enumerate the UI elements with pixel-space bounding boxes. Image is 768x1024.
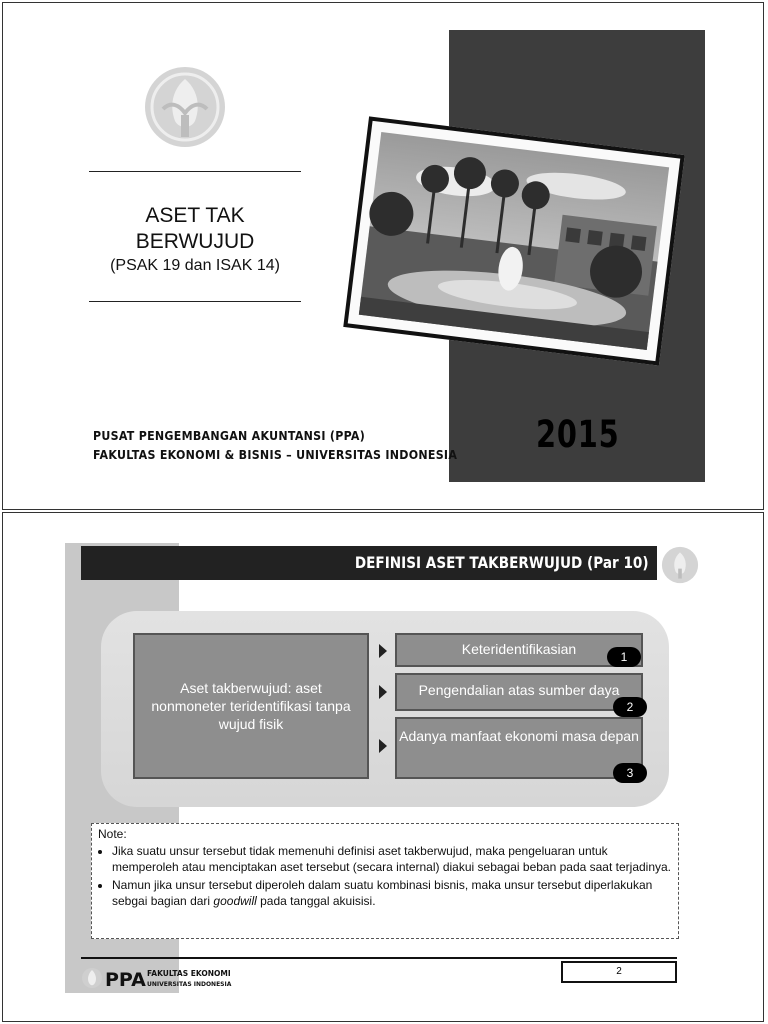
year-label: 2015 — [536, 413, 620, 456]
org-line-1: PUSAT PENGEMBANGAN AKUNTANSI (PPA) — [93, 429, 366, 443]
ppa-logo-image — [81, 965, 232, 991]
org-line-2: FAKULTAS EKONOMI & BISNIS – UNIVERSITAS INDONESIA — [93, 448, 458, 462]
note-item-2-tail: pada tanggal akuisisi. — [256, 894, 376, 908]
criterion-3-label: Adanya manfaat ekonomi masa depan — [399, 728, 639, 744]
ppa-logo-mark: PPA — [105, 969, 146, 991]
criterion-1-number: 1 — [607, 647, 641, 667]
criterion-1-label: Keteridentifikasian — [461, 641, 577, 657]
note-box — [91, 823, 679, 939]
criterion-2-number: 2 — [613, 697, 647, 717]
title-rule-top — [89, 171, 301, 172]
criterion-3-number: 3 — [613, 763, 647, 783]
arrow-1-icon — [379, 644, 387, 658]
title-line-1: ASET TAK — [145, 204, 245, 227]
slide-1 — [2, 2, 764, 510]
note-item-2-text: Namun jika unsur tersebut diperoleh dalam suatu kombinasi bisnis, maka unsur tersebut diperlakukan sebgai bagian dari — [112, 878, 653, 908]
arrow-3-icon — [379, 739, 387, 753]
presentation-subtitle: (PSAK 19 dan ISAK 14) — [110, 257, 280, 274]
campus-photo-image — [359, 132, 669, 350]
slide-header — [81, 546, 657, 580]
slide-2 — [2, 512, 764, 1022]
note-item-2-italic: goodwill — [213, 894, 257, 908]
ppa-logo-line-1: FAKULTAS EKONOMI — [147, 969, 231, 978]
note-item-1: • Jika suatu unsur tersebut tidak memenuhi definisi aset takberwujud, maka pengeluaran untuk memperoleh atau menciptakan aset tersebut (secara internal) diakui sebagai beban pada saat terjadinya. — [112, 843, 672, 875]
footer-rule — [81, 957, 677, 959]
note-label: Note: — [98, 827, 127, 841]
campus-photo — [343, 116, 684, 365]
criterion-2-label: Pengendalian atas sumber daya — [418, 682, 620, 698]
criterion-3 — [395, 717, 643, 779]
presentation-title — [89, 203, 301, 255]
criterion-2 — [395, 673, 643, 711]
ppa-logo-line-2: UNIVERSITAS INDONESIA — [147, 981, 232, 988]
note-item-2 — [112, 877, 672, 909]
title-line-2: BERWUJUD — [135, 230, 255, 253]
note-list — [98, 843, 672, 909]
ppa-logo — [81, 965, 232, 996]
page-number: 2 — [561, 961, 677, 983]
makara-seal-small-icon — [661, 546, 699, 584]
title-rule-bottom — [89, 301, 301, 302]
slide-title: DEFINISI ASET TAKBERWUJUD (Par 10) — [355, 553, 649, 572]
definition-box: Aset takberwujud: aset nonmoneter teridentifikasi tanpa wujud fisik — [133, 633, 369, 779]
arrow-2-icon — [379, 685, 387, 699]
makara-seal-icon — [143, 65, 227, 149]
criterion-1 — [395, 633, 643, 667]
